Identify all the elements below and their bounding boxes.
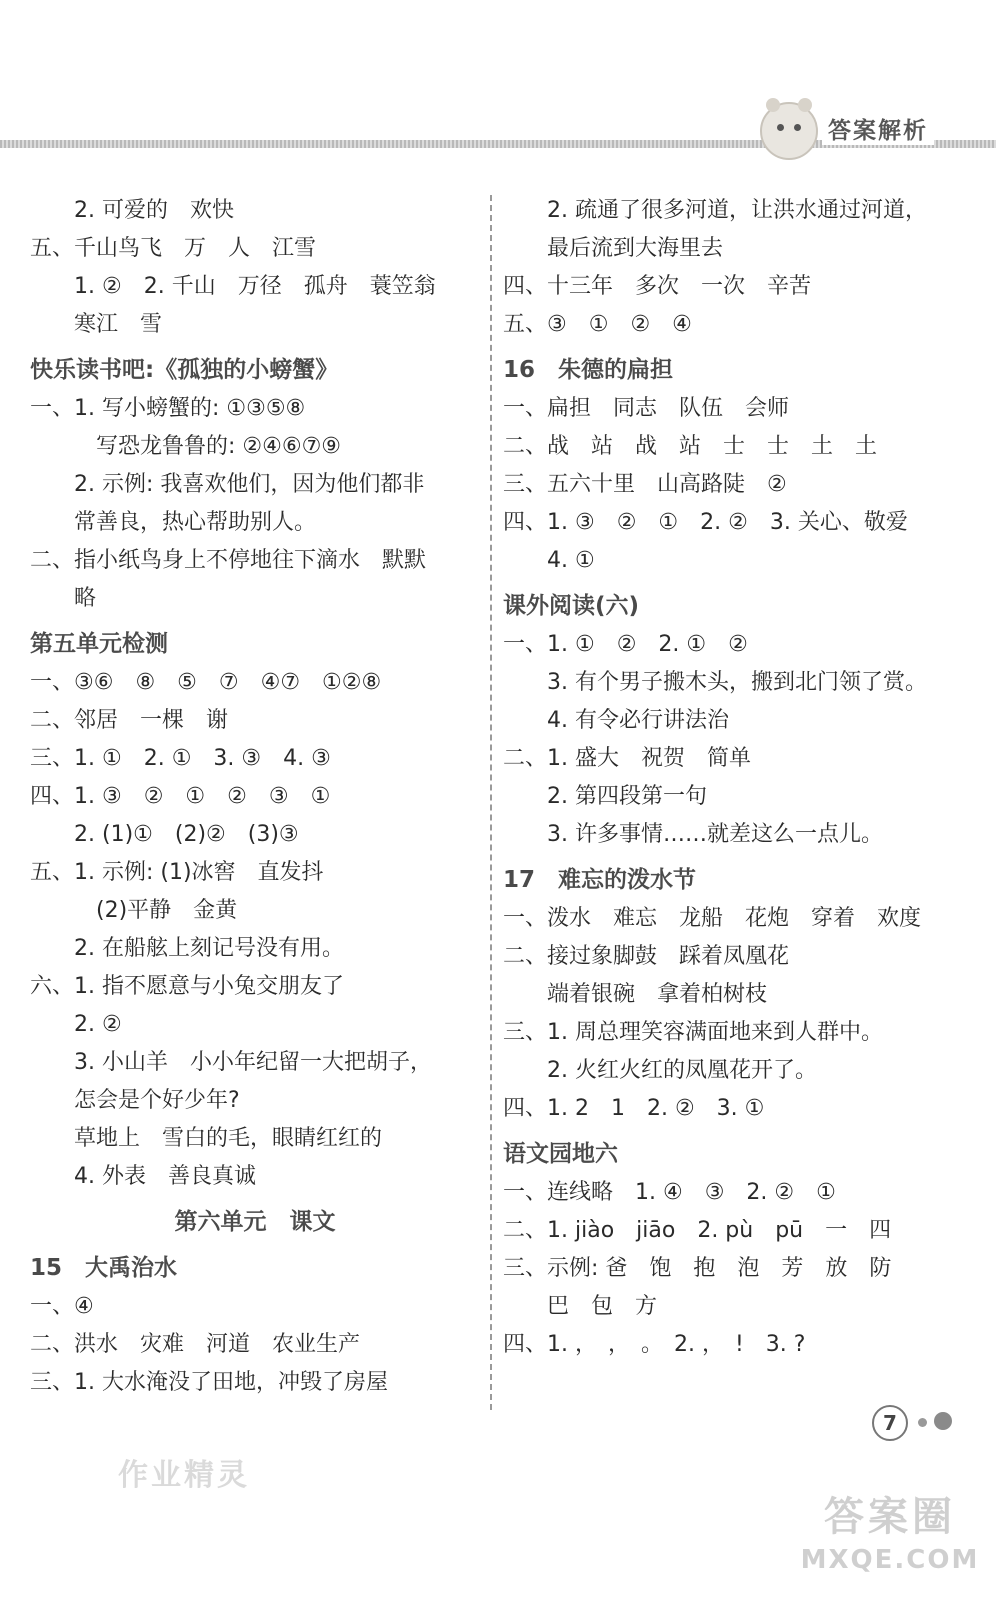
left-column: [30, 192, 480, 1402]
unit-title: 第六单元 课文: [174, 1209, 336, 1235]
answer-line: (2)平静 金黄: [30, 898, 238, 923]
answer-line: 2. 可爱的 欢快: [30, 198, 234, 223]
answer-line: 二、接过象脚鼓 踩着凤凰花: [503, 944, 790, 969]
answer-line: 2. 在船舷上刻记号没有用。: [30, 936, 344, 961]
watermark-main: 答案圈: [824, 1494, 956, 1540]
column-divider: [490, 195, 492, 1410]
mascot-icon: [760, 102, 818, 160]
answer-line: 三、五六十里 山高路陡 ②: [503, 472, 787, 497]
header-title: 答案解析: [822, 112, 934, 145]
answer-line: 一、连线略 1. ④ ③ 2. ② ①: [503, 1180, 836, 1205]
page-dot-large: [934, 1412, 952, 1430]
bottom-stamp: 作业精灵: [118, 1458, 250, 1493]
answer-line: 四、1. ③ ② ① 2. ② 3. 关心、敬爱: [503, 510, 908, 535]
right-column: [503, 192, 973, 1364]
section-heading: 语文园地六: [503, 1141, 618, 1167]
answer-line: 五、千山鸟飞 万 人 江雪: [30, 236, 317, 261]
answer-line: 六、1. 指不愿意与小兔交朋友了: [30, 974, 344, 999]
answer-line: 3. 小山羊 小小年纪留一大把胡子，: [30, 1050, 432, 1075]
answer-line: 常善良，热心帮助别人。: [30, 510, 317, 535]
watermark: [800, 1490, 980, 1590]
answer-line: 端着银碗 拿着柏树枝: [503, 982, 768, 1007]
answer-line: 2. 疏通了很多河道，让洪水通过河道，: [503, 198, 927, 223]
answer-line: 2. 第四段第一句: [503, 784, 707, 809]
section-heading: 15 大禹治水: [30, 1255, 178, 1281]
answer-line: 4. ①: [503, 548, 595, 573]
answer-line: 一、③⑥ ⑧ ⑤ ⑦ ④⑦ ①②⑧: [30, 670, 382, 695]
answer-line: 二、1. jiào jiāo 2. pù pū 一 四: [503, 1218, 892, 1243]
answer-line: 1. ② 2. 千山 万径 孤舟 蓑笠翁: [30, 274, 436, 299]
section-heading: 16 朱德的扁担: [503, 357, 674, 383]
page-number: 7: [872, 1405, 908, 1441]
answer-line: 四、1. 2 1 2. ② 3. ①: [503, 1096, 765, 1121]
section-heading: 第五单元检测: [30, 631, 168, 657]
answer-line: 一、④: [30, 1294, 94, 1319]
answer-line: 三、1. 周总理笑容满面地来到人群中。: [503, 1020, 883, 1045]
answer-line: 一、泼水 难忘 龙船 花炮 穿着 欢度: [503, 906, 922, 931]
answer-line: 四、十三年 多次 一次 辛苦: [503, 274, 812, 299]
answer-line: 略: [30, 586, 97, 611]
answer-line: 五、1. 示例: (1)冰窖 直发抖: [30, 860, 324, 885]
section-heading: 快乐读书吧:《孤独的小螃蟹》: [30, 357, 339, 383]
answer-line: 三、1. 大水淹没了田地，冲毁了房屋: [30, 1370, 388, 1395]
answer-line: 寒江 雪: [30, 312, 163, 337]
page-dot-small: [918, 1418, 927, 1427]
answer-line: 草地上 雪白的毛，眼睛红红的: [30, 1126, 383, 1151]
answer-line: 二、1. 盛大 祝贺 简单: [503, 746, 751, 771]
answer-line: 一、1. ① ② 2. ① ②: [503, 632, 748, 657]
answer-line: 二、洪水 灾难 河道 农业生产: [30, 1332, 361, 1357]
answer-line: 2. 示例: 我喜欢他们，因为他们都非: [30, 472, 425, 497]
answer-line: 四、1. ③ ② ① ② ③ ①: [30, 784, 331, 809]
answer-line: 三、示例: 爸 饱 抱 泡 芳 放 防: [503, 1256, 892, 1281]
answer-line: 三、1. ① 2. ① 3. ③ 4. ③: [30, 746, 331, 771]
answer-line: 二、邻居 一棵 谢: [30, 708, 229, 733]
answer-line: 写恐龙鲁鲁的: ②④⑥⑦⑨: [30, 434, 342, 459]
answer-line: 二、指小纸鸟身上不停地往下滴水 默默: [30, 548, 427, 573]
section-heading: 课外阅读(六): [503, 593, 640, 619]
watermark-sub: MXQE.COM: [800, 1545, 980, 1575]
answer-line: 四、1. ， ， 。 2. ， ! 3. ?: [503, 1332, 806, 1357]
answer-line: 3. 有个男子搬木头，搬到北门领了赏。: [503, 670, 927, 695]
answer-line: 怎会是个好少年?: [30, 1088, 240, 1113]
answer-line: 2. ②: [30, 1012, 122, 1037]
answer-line: 2. (1)① (2)② (3)③: [30, 822, 299, 847]
answer-line: 3. 许多事情……就差这么一点儿。: [503, 822, 883, 847]
answer-line: 一、1. 写小螃蟹的: ①③⑤⑧: [30, 396, 306, 421]
answer-line: 2. 火红火红的凤凰花开了。: [503, 1058, 817, 1083]
answer-line: 巴 包 方: [503, 1294, 658, 1319]
answer-line: 一、扁担 同志 队伍 会师: [503, 396, 790, 421]
answer-line: 4. 外表 善良真诚: [30, 1164, 256, 1189]
answer-line: 最后流到大海里去: [503, 236, 724, 261]
answer-line: 二、战 站 战 站 士 士 土 土: [503, 434, 878, 459]
answer-line: 4. 有令必行讲法治: [503, 708, 729, 733]
section-heading: 17 难忘的泼水节: [503, 867, 697, 893]
answer-line: 五、③ ① ② ④: [503, 312, 692, 337]
